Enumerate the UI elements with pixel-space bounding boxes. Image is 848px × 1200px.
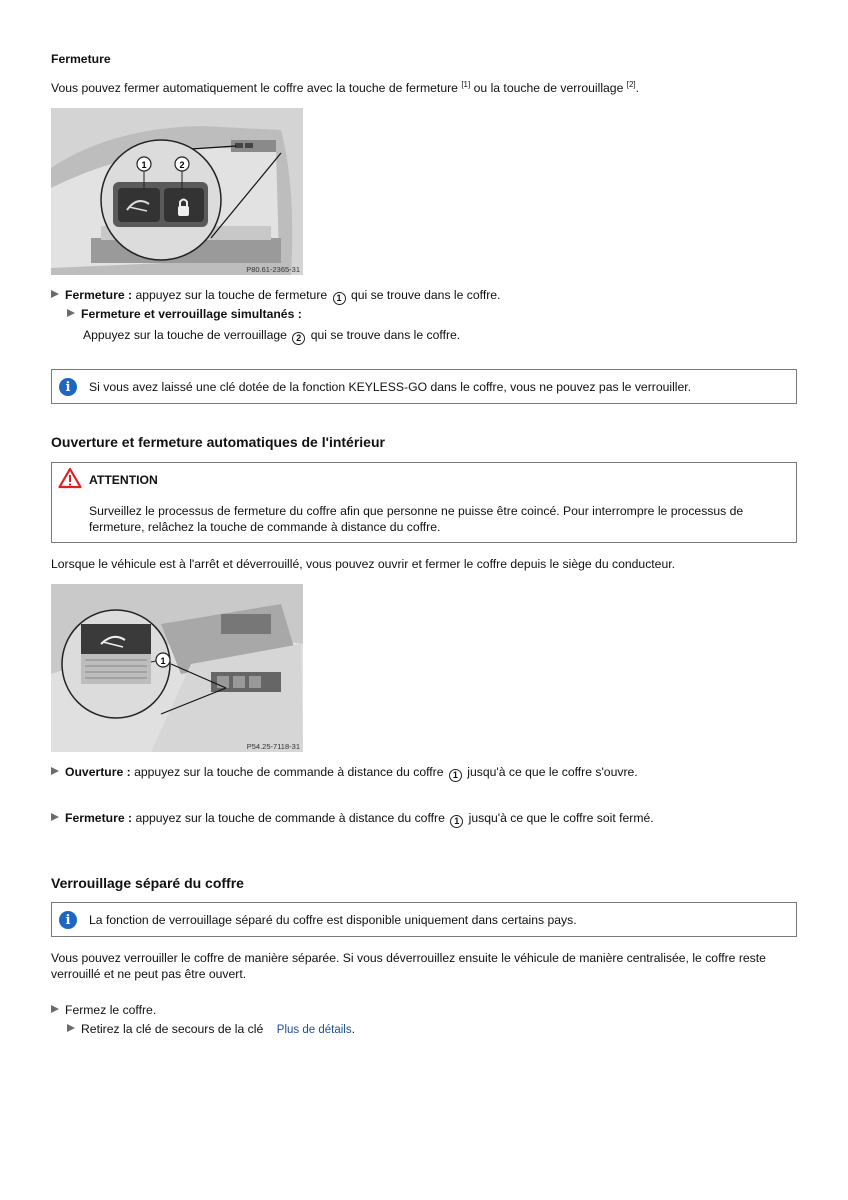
verrouillage-intro: Vous pouvez verrouiller le coffre de manière séparée. Si vous déverrouillez ensuite le véhicule de manière centralisée, le coffre reste verrouillé et ne peut pas être ouvert. — [51, 951, 766, 981]
door-button-photo — [51, 584, 303, 752]
info-icon: i — [59, 911, 77, 929]
info-text-keyless: Si vous avez laissé une clé dotée de la fonction KEYLESS-GO dans le coffre, vous ne pouvez pas le verrouiller. — [89, 380, 692, 394]
bullet-ouverture: Ouverture : appuyez sur la touche de commande à distance du coffre 1 jusqu'à ce que le coffre s'ouvre. — [51, 764, 638, 782]
section-title-verrouillage: Verrouillage séparé du coffre — [51, 875, 244, 891]
photo2-callout-1: 1 — [160, 656, 166, 666]
photo1-code: P80.61-2365-31 — [246, 265, 300, 274]
info-box-pays — [51, 902, 797, 937]
info-box-keyless — [51, 369, 797, 404]
warning-text: Surveillez le processus de fermeture du coffre afin que personne ne puisse être coincé. Pour interrompre le processus de fermeture, relâchez la touche de commande à distance du coffre. — [89, 504, 744, 534]
ouverture-intro: Lorsque le véhicule est à l'arrêt et déverrouillé, vous pouvez ouvrir et fermer le coffre depuis le siège du conducteur. — [51, 557, 676, 571]
info-text-pays: La fonction de verrouillage séparé du coffre est disponible uniquement dans certains pays. — [89, 913, 577, 927]
section-title-ouverture: Ouverture et fermeture automatiques de l'intérieur — [51, 434, 385, 450]
bullet-fermeture-2: Fermeture : appuyez sur la touche de commande à distance du coffre 1 jusqu'à ce que le coffre soit fermé. — [51, 810, 654, 828]
bullet-arrow-icon — [67, 1024, 75, 1032]
bullet-arrow-icon — [51, 813, 59, 821]
fermeture-verrouillage-text: Appuyez sur la touche de verrouillage 2 qui se trouve dans le coffre. — [83, 328, 461, 343]
warning-triangle-icon — [58, 467, 82, 489]
details-link[interactable]: Plus de détails — [276, 1024, 352, 1036]
photo1-callout-1: 1 — [141, 160, 147, 170]
callout-1-icon: 1 — [333, 292, 346, 305]
warning-box — [51, 462, 797, 543]
warning-title: ATTENTION — [89, 473, 158, 487]
trunk-buttons-photo — [51, 108, 303, 275]
callout-2-icon: 2 — [292, 332, 305, 345]
bullet-arrow-icon — [51, 1005, 59, 1013]
callout-1-icon: 1 — [450, 815, 463, 828]
bullet-arrow-icon — [67, 309, 75, 317]
bullet-arrow-icon — [51, 767, 59, 775]
bullet-retirez: Retirez la clé de secours de la clé Plus de détails. — [67, 1021, 355, 1038]
photo1-callout-2: 2 — [179, 160, 185, 170]
bullet-fermeture: Fermeture : appuyez sur la touche de fermeture 1 qui se trouve dans le coffre. — [51, 287, 500, 305]
bullet-arrow-icon — [51, 290, 59, 298]
photo2-code: P54.25-7118-31 — [246, 742, 300, 751]
section-title-fermeture: Fermeture — [51, 52, 111, 66]
info-icon: i — [59, 378, 77, 396]
bullet-fermez: Fermez le coffre. — [51, 1002, 156, 1018]
callout-1-icon: 1 — [449, 769, 462, 782]
fermeture-intro: Vous pouvez fermer automatiquement le coffre avec la touche de fermeture [1] ou la touche de verrouillage [2]. — [51, 79, 640, 95]
bullet-fermeture-verrouillage: Fermeture et verrouillage simultanés : — [67, 306, 302, 322]
